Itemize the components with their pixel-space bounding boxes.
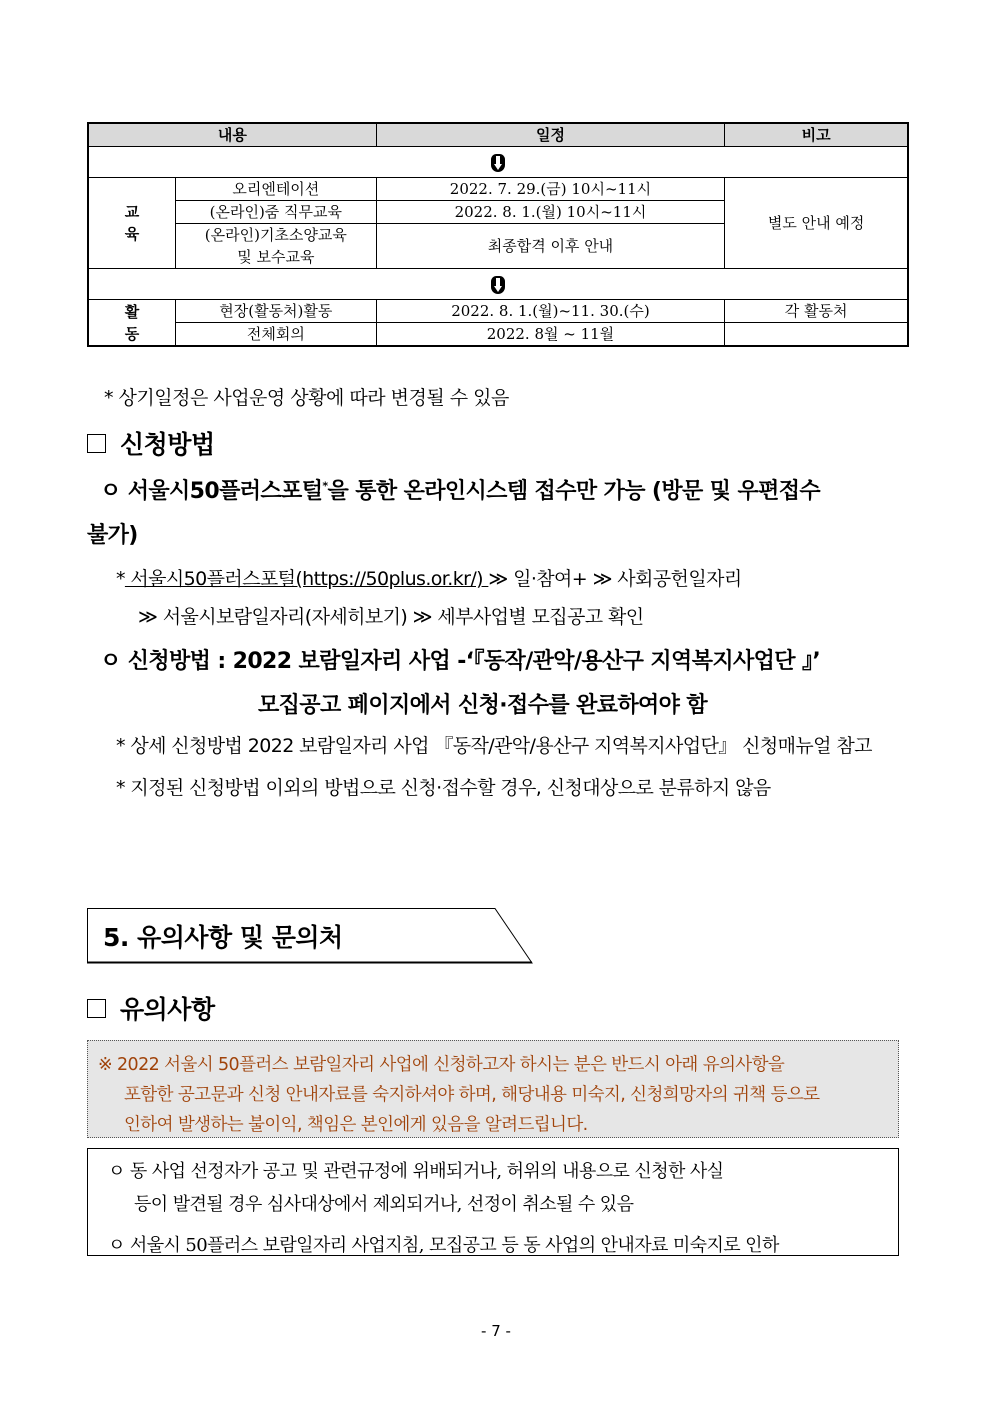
- arrow-row: [88, 269, 908, 300]
- apply-heading: [87, 425, 215, 461]
- item-cell: (온라인)줌 직무교육: [175, 201, 376, 224]
- apply-heading-label: 신청방법: [120, 430, 215, 459]
- warning-line: 포함한 공고문과 신청 안내자료를 숙지하셔야 하며, 해당내용 미숙지, 신청희망자의 귀책 등으로: [124, 1085, 820, 1105]
- remarks-cell: 각 활동처: [725, 300, 908, 323]
- footnote-marker: *: [322, 479, 328, 493]
- schedule-table: [87, 122, 909, 347]
- remarks-cell: [725, 323, 908, 347]
- rules-box: [87, 1148, 899, 1256]
- section-5-title-box: [87, 908, 532, 963]
- table-header-row: [88, 123, 908, 147]
- item-cell-cont: 및 보수교육: [175, 246, 376, 269]
- apply-bullet-1-text: 을 통한 온라인시스템 접수만 가능 (방문 및 우편접수: [327, 479, 821, 504]
- schedule-cell: 2022. 8. 1.(월) 10시~11시: [376, 201, 725, 224]
- rule-line: ㅇ 동 사업 선정자가 공고 및 관련규정에 위배되거나, 허위의 내용으로 신청한 사실: [108, 1161, 724, 1182]
- category-education: 교 육: [88, 178, 175, 269]
- schedule-cell: 2022. 8. 1.(월)~11. 30.(수): [376, 300, 725, 323]
- caution-heading-label: 유의사항: [120, 995, 215, 1024]
- table-row: [88, 323, 908, 347]
- footnote-star: *: [116, 568, 125, 590]
- table-row: [88, 178, 908, 201]
- remarks-cell: 별도 안내 예정: [725, 178, 908, 269]
- rule-line: 등이 발견될 경우 심사대상에서 제외되거나, 선정이 취소될 수 있음: [134, 1194, 634, 1215]
- portal-name: ㅇ 서울시50플러스포털: [100, 479, 323, 504]
- apply-note-1: * 상세 신청방법 2022 보람일자리 사업 『동작/관악/용산구 지역복지사업단』 신청매뉴얼 참고: [116, 735, 872, 757]
- schedule-note: * 상기일정은 사업운영 상황에 따라 변경될 수 있음: [104, 387, 509, 409]
- category-activity: 활 동: [88, 300, 175, 347]
- apply-bullet-2-cont: 모집공고 페이지에서 신청·접수를 완료하여야 함: [258, 693, 708, 718]
- apply-bullet-2: ㅇ 신청방법 : 2022 보람일자리 사업 -‘『동작/관악/용산구 지역복지사업단 』’: [100, 649, 821, 674]
- header-content: 내용: [88, 123, 376, 147]
- warning-line: 인하여 발생하는 불이익, 책임은 본인에게 있음을 알려드립니다.: [124, 1115, 588, 1135]
- warning-box: [87, 1040, 899, 1138]
- schedule-cell: 최종합격 이후 안내: [376, 224, 725, 269]
- header-schedule: 일정: [376, 123, 725, 147]
- item-cell: 오리엔테이션: [175, 178, 376, 201]
- rule-line: ㅇ 서울시 50플러스 보람일자리 사업지침, 모집공고 등 동 사업의 안내자료 미숙지로 인하: [108, 1235, 779, 1256]
- down-arrow-icon: [491, 154, 505, 172]
- apply-note-2: * 지정된 신청방법 이외의 방법으로 신청·접수할 경우, 신청대상으로 분류하지 않음: [116, 777, 771, 799]
- item-cell: (온라인)기초소양교육: [175, 224, 376, 247]
- item-cell: 현장(활동처)활동: [175, 300, 376, 323]
- portal-path: ≫ 일·참여+ ≫ 사회공헌일자리: [488, 568, 742, 590]
- portal-path-line2: ≫ 서울시보람일자리(자세히보기) ≫ 세부사업별 모집공고 확인: [138, 606, 644, 628]
- apply-bullet-1-cont: 불가): [87, 523, 138, 548]
- schedule-cell: 2022. 8월 ~ 11월: [376, 323, 725, 347]
- warning-line: ※ 2022 서울시 50플러스 보람일자리 사업에 신청하고자 하시는 분은 반드시 아래 유의사항을: [98, 1055, 785, 1075]
- apply-bullet-1: [100, 474, 820, 505]
- section-5-title: 5. 유의사항 및 문의처: [103, 923, 343, 952]
- table-row: [88, 300, 908, 323]
- portal-footnote: [116, 564, 742, 591]
- portal-link[interactable]: 서울시50플러스포털(https://50plus.or.kr/): [124, 568, 489, 590]
- checkbox-square-icon: [87, 999, 106, 1018]
- page-number: - 7 -: [481, 1322, 511, 1340]
- down-arrow-icon: [491, 276, 505, 294]
- schedule-cell: 2022. 7. 29.(금) 10시~11시: [376, 178, 725, 201]
- header-remarks: 비고: [725, 123, 908, 147]
- checkbox-square-icon: [87, 434, 106, 453]
- caution-heading: [87, 990, 215, 1026]
- item-cell: 전체회의: [175, 323, 376, 347]
- arrow-row: [88, 147, 908, 178]
